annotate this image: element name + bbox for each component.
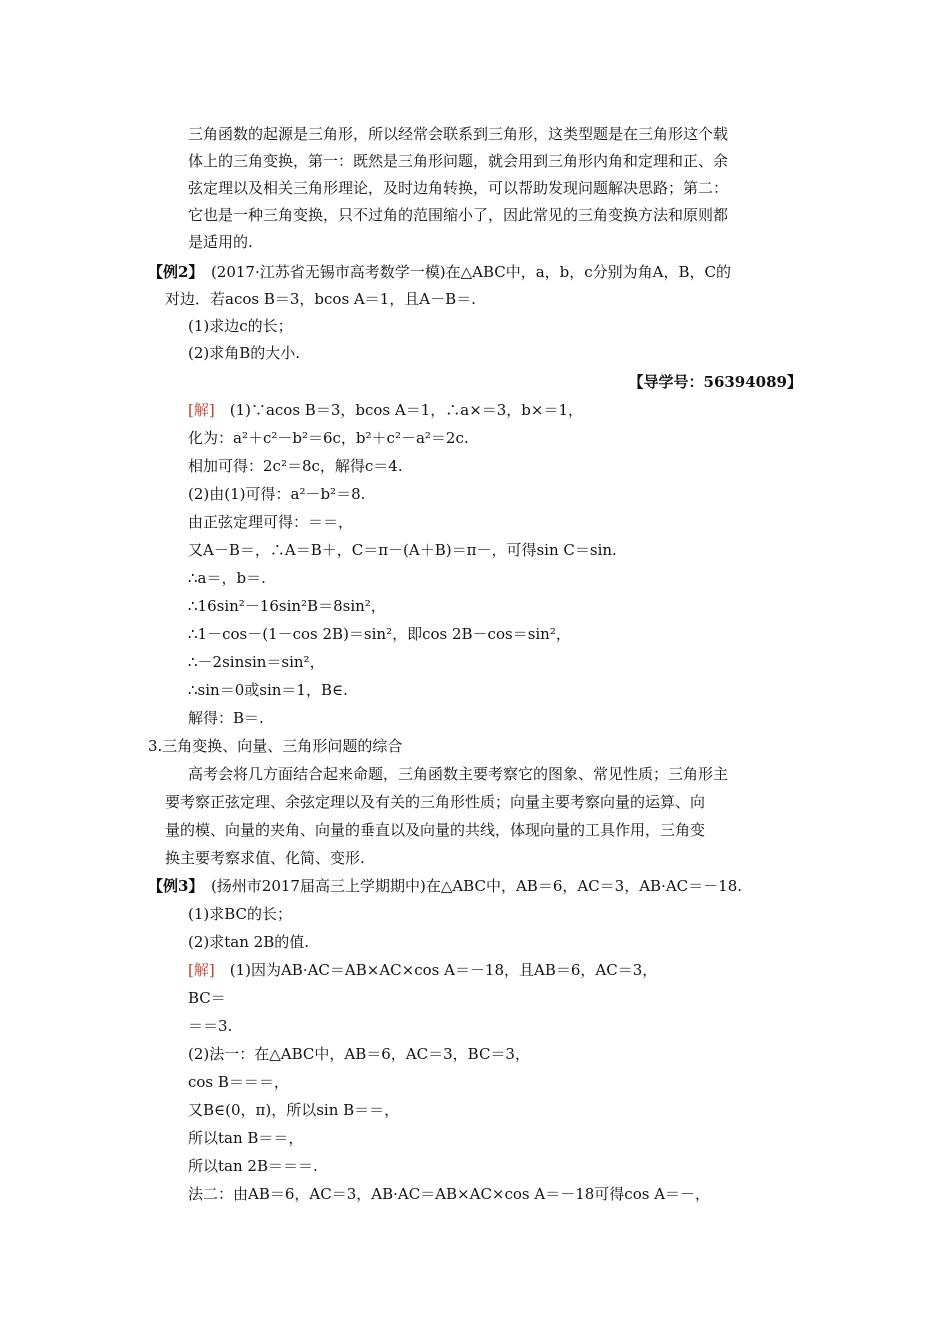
example-3-solution-line: 法二：由AB＝6，AC＝3，AB·AC＝AB×AC×cos A＝－18可得cos A＝－， <box>188 1185 711 1203</box>
section-3-line: 高考会将几方面结合起来命题，三角函数主要考察它的图象、常见性质；三角形主 <box>188 765 729 783</box>
example-3-solution-line: (2)法一：在△ABC中，AB＝6，AC＝3，BC＝3， <box>188 1045 530 1063</box>
example-2-solution-line: 又A－B＝，∴A＝B＋，C＝π－(A＋B)＝π－，可得sin C＝sin. <box>188 541 617 559</box>
section-3-line: 量的模、向量的夹角、向量的垂直以及向量的共线，体现向量的工具作用，三角变 <box>165 821 706 839</box>
example-2-solution-line: ∴－2sinsin＝sin²， <box>188 653 325 671</box>
example-2-solution-line: 解得：B＝. <box>188 709 264 727</box>
example-3-label: 【例3】 <box>148 877 196 895</box>
guide-number: 【导学号：56394089】 <box>628 373 802 391</box>
intro-line: 三角函数的起源是三角形，所以经常会联系到三角形，这类型题是在三角形这个载 <box>188 125 729 143</box>
example-2-solution-line: ∴a＝，b＝. <box>188 569 266 587</box>
section-3-line: 换主要考察求值、化简、变形. <box>165 849 365 867</box>
example-2-solution-line: 相加可得：2c²＝8c，解得c＝4. <box>188 457 403 475</box>
example-2-source: (2017·江苏省无锡市高考数学一模)在△ABC中，a，b，c分别为角A，B，C的 <box>195 263 732 281</box>
example-3-solution-line: [解] (1)因为AB·AC＝AB×AC×cos A＝－18，且AB＝6，AC＝3， <box>188 961 658 979</box>
example-2-solution-line: [解] (1)∵acos B＝3，bcos A＝1，∴a×＝3，b×＝1， <box>188 401 584 419</box>
example-3-header <box>148 876 742 896</box>
intro-line: 是适用的. <box>188 233 253 251</box>
solution-label: [解] <box>188 961 215 979</box>
example-3-solution-line: 所以tan B＝＝， <box>188 1129 304 1147</box>
intro-line: 弦定理以及相关三角形理论，及时边角转换，可以帮助发现问题解决思路；第二： <box>188 179 729 197</box>
example-3-solution-line: 所以tan 2B＝＝＝. <box>188 1157 318 1175</box>
example-3-source: (扬州市2017届高三上学期期中)在△ABC中，AB＝6，AC＝3，AB·AC＝－18. <box>195 877 743 895</box>
example-3-solution-line: ＝＝3. <box>188 1017 233 1035</box>
example-2-solution-line: (2)由(1)可得：a²－b²＝8. <box>188 485 366 503</box>
example-2-label: 【例2】 <box>148 263 196 281</box>
example-3-solution-line: cos B＝＝＝， <box>188 1073 289 1091</box>
intro-line: 体上的三角变换，第一：既然是三角形问题，就会用到三角形内角和定理和正、余 <box>188 152 729 170</box>
section-3-heading: 3.三角变换、向量、三角形问题的综合 <box>148 737 403 755</box>
example-2-solution-line: ∴16sin²－16sin²B＝8sin²， <box>188 597 386 615</box>
intro-line: 它也是一种三角变换，只不过角的范围缩小了，因此常见的三角变换方法和原则都 <box>188 206 729 224</box>
example-2-line: 对边．若acos B＝3，bcos A＝1，且A－B＝. <box>165 290 476 308</box>
example-3-solution-line: BC＝ <box>188 989 226 1007</box>
example-2-question-2: (2)求角B的大小. <box>188 344 301 362</box>
example-2-solution-line: ∴sin＝0或sin＝1，B∈. <box>188 681 348 699</box>
solution-label: [解] <box>188 401 215 419</box>
example-2-solution-line: ∴1－cos－(1－cos 2B)＝sin²，即cos 2B－cos＝sin²， <box>188 625 571 643</box>
section-3-line: 要考察正弦定理、余弦定理以及有关的三角形性质；向量主要考察向量的运算、向 <box>165 793 706 811</box>
example-2-question-1: (1)求边c的长； <box>188 317 293 335</box>
example-3-solution-line: 又B∈(0，π)，所以sin B＝＝， <box>188 1101 400 1119</box>
example-3-question-1: (1)求BC的长； <box>188 905 293 923</box>
example-2-solution-line: 化为：a²＋c²－b²＝6c，b²＋c²－a²＝2c. <box>188 429 469 447</box>
example-2-header <box>148 262 731 282</box>
example-2-solution-line: 由正弦定理可得：＝＝， <box>188 513 354 531</box>
example-3-question-2: (2)求tan 2B的值. <box>188 933 309 951</box>
